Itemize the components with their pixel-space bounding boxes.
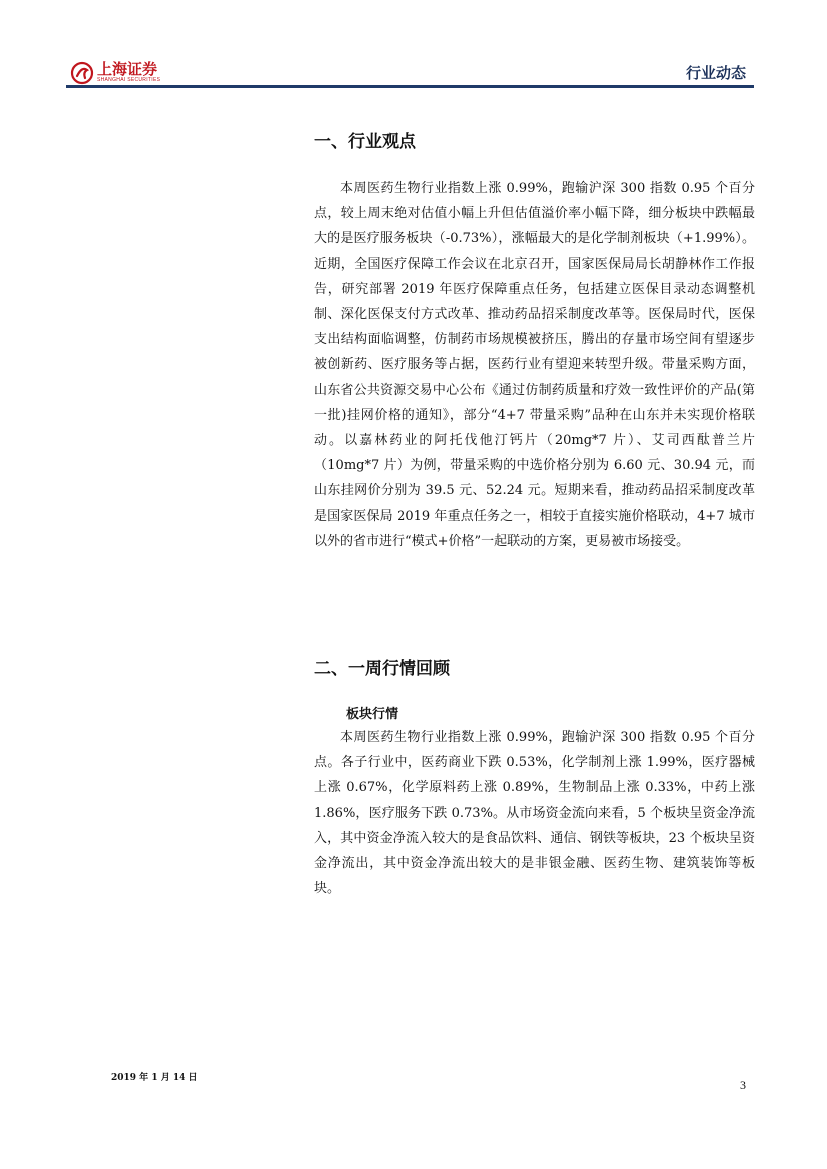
company-logo xyxy=(70,61,160,85)
weekly-review-text: 本周医药生物行业指数上涨 0.99%，跑输沪深 300 指数 0.95 个百分点。各子行业中，医药商业下跌 0.53%，化学制剂上涨 1.99%，医疗器械上涨 0.67%，化学原料药上涨 0.89%，生物制品上涨 0.33%，中药上涨 1.86%，医疗服务下跌 0.73%。从市场资金流向来看，5 个板块呈资金净流入，其中资金净流入较大的是食品饮料、通信、钢铁等板块，23 个板块呈资金净流出，其中资金净流出较大的是非银金融、医药生物、建筑装饰等板块。 xyxy=(314,730,755,897)
section-title-industry-view: 一、行业观点 xyxy=(314,132,416,152)
logo-chinese-text: 上海证券 xyxy=(97,60,158,78)
subsection-title-sector: 板块行情 xyxy=(346,707,399,722)
page-header xyxy=(66,50,754,92)
logo-emblem-icon xyxy=(70,61,94,85)
industry-view-paragraph xyxy=(314,176,755,554)
section-title-weekly-review: 二、一周行情回顾 xyxy=(314,659,450,679)
industry-view-text: 本周医药生物行业指数上涨 0.99%，跑输沪深 300 指数 0.95 个百分点，较上周末绝对估值小幅上升但估值溢价率小幅下降，细分板块中跌幅最大的是医疗服务板块（-0.73%），涨幅最大的是化学制剂板块（+1.99%）。近期，全国医疗保障工作会议在北京召开，国家医保局局长胡静林作工作报告，研究部署 2019 年医疗保障重点任务，包括建立医保目录动态调整机制、深化医保支付方式改革、推动药品招采制度改革等。医保局时代，医保支出结构面临调整，仿制药市场规模被挤压，腾出的存量市场空间有望逐步被创新药、医疗服务等占据，医药行业有望迎来转型升级。带量采购方面，山东省公共资源交易中心公布《通过仿制药质量和疗效一致性评价的产品(第一批)挂网价格的通知》，部分“4+7 带量采购”品种在山东并未实现价格联动。以嘉林药业的阿托伐他汀钙片（20mg*7 片）、艾司西酞普兰片（10mg*7 片）为例，带量采购的中选价格分别为 6.60 元、30.94 元，而山东挂网价分别为 39.5 元、52.24 元。短期来看，推动药品招采制度改革是国家医保局 2019 年重点任务之一，相较于直接实施价格联动，4+7 城市以外的省市进行“模式+价格”一起联动的方案，更易被市场接受。 xyxy=(314,181,755,549)
report-date: 2019 年 1 月 14 日 xyxy=(111,1073,198,1083)
section-label: 行业动态 xyxy=(685,64,746,82)
logo-english-text: SHANGHAI SECURITIES xyxy=(97,77,161,83)
header-divider xyxy=(66,85,754,88)
page-number: 3 xyxy=(740,1078,746,1092)
weekly-review-paragraph xyxy=(314,725,755,901)
